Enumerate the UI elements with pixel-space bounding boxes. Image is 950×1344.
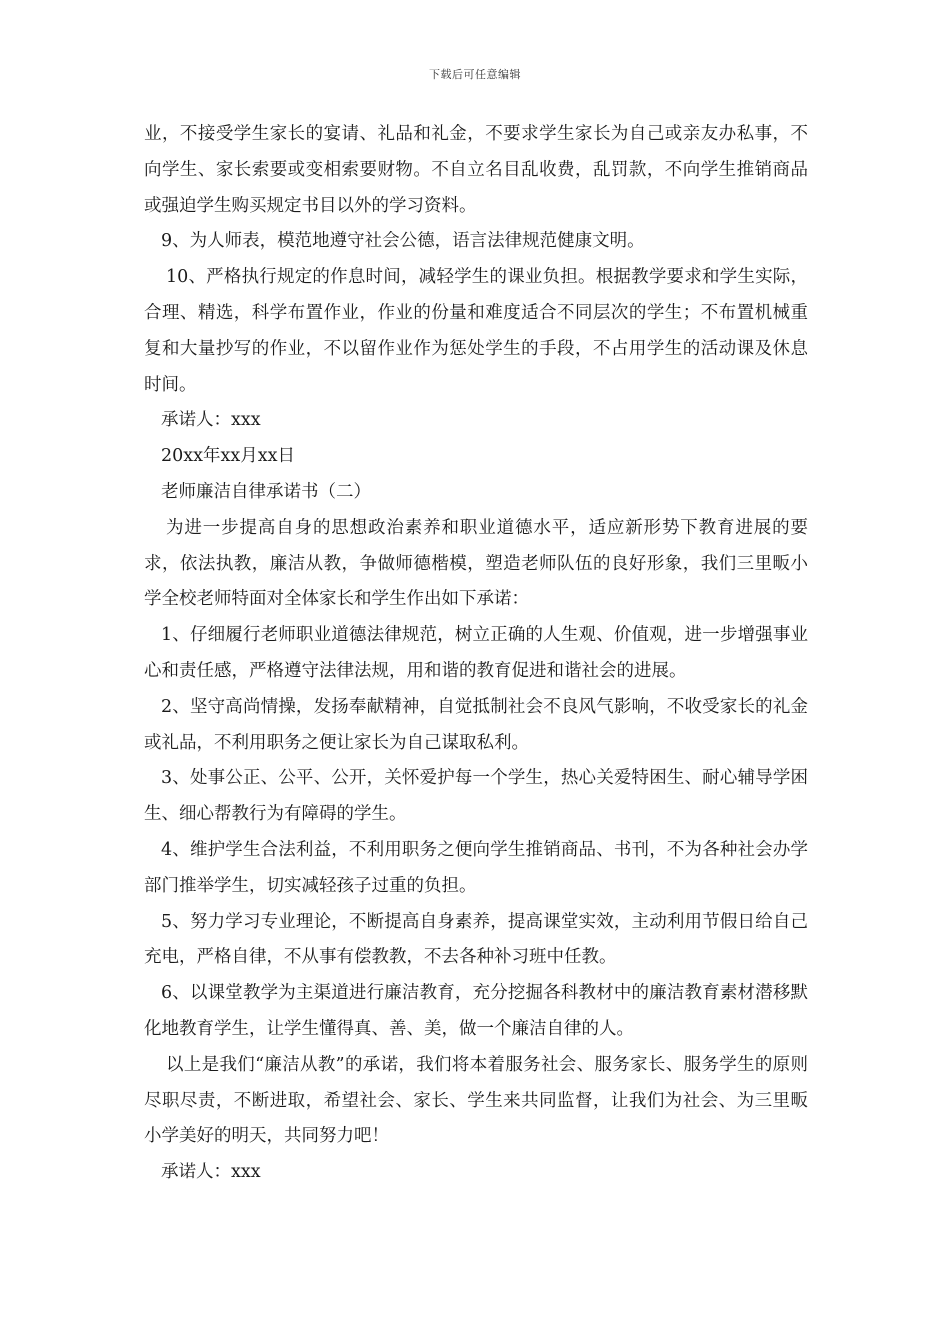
paragraph-conclusion: 以上是我们“廉洁从教”的承诺，我们将本着服务社会、服务家长、服务学生的原则尽职尽责，不断进取，希望社会、家长、学生来共同监督，让我们为社会、为三里畈小学美好的明天，共同努力吧！: [144, 1054, 808, 1147]
paragraph-item-4: 4、维护学生合法利益，不利用职务之便向学生推销商品、书刊，不为各种社会办学部门推举学生，切实减轻孩子过重的负担。: [144, 839, 808, 896]
paragraph-item-3: 3、处事公正、公平、公开，关怀爱护每一个学生，热心关爱特困生、耐心辅导学困生、细心帮教行为有障碍的学生。: [144, 768, 808, 825]
paragraph-continuation: 业，不接受学生家长的宴请、礼品和礼金，不要求学生家长为自己或亲友办私事，不向学生、家长索要或变相索要财物。不自立名目乱收费，乱罚款，不向学生推销商品或强迫学生购买规定书目以外的学习资料。: [144, 124, 808, 216]
signatory-line-2: 承诺人：xxx: [161, 1162, 261, 1183]
paragraph-item-2: 2、坚守高尚情操，发扬奉献精神，自觉抵制社会不良风气影响，不收受家长的礼金或礼品，不利用职务之便让家长为自己谋取私利。: [144, 696, 808, 753]
paragraph-item-5: 5、努力学习专业理论，不断提高自身素养，提高课堂实效，主动利用节假日给自己充电，严格自律，不从事有偿教教，不去各种补习班中任教。: [144, 911, 808, 968]
date-line: 20xx年xx月xx日: [161, 446, 295, 467]
document-body: [144, 117, 808, 1191]
paragraph-item-9: 9、为人师表，模范地遵守社会公德，语言法律规范健康文明。: [161, 231, 645, 252]
section-title: 老师廉洁自律承诺书（二）: [161, 481, 371, 502]
paragraph-item-1: 1、仔细履行老师职业道德法律规范，树立正确的人生观、价值观，进一步增强事业心和责任感，严格遵守法律法规，用和谐的教育促进和谐社会的进展。: [144, 625, 808, 681]
signatory-line: 承诺人：xxx: [161, 410, 261, 431]
page-header: 下载后可任意编辑: [429, 68, 521, 81]
paragraph-item-6: 6、以课堂教学为主渠道进行廉洁教育，充分挖掘各科教材中的廉洁教育素材潜移默化地教育学生，让学生懂得真、善、美，做一个廉洁自律的人。: [144, 983, 808, 1039]
paragraph-intro: 为进一步提高自身的思想政治素养和职业道德水平，适应新形势下教育进展的要求，依法执教，廉洁从教，争做师德楷模，塑造老师队伍的良好形象，我们三里畈小学全校老师特面对全体家长和学生作出如下承诺：: [144, 517, 808, 610]
paragraph-item-10: 10、严格执行规定的作息时间，减轻学生的课业负担。根据教学要求和学生实际，合理、精选，科学布置作业，作业的份量和难度适合不同层次的学生；不布置机械重复和大量抄写的作业，不以留作业作为惩处学生的手段，不占用学生的活动课及休息时间。: [144, 267, 808, 395]
